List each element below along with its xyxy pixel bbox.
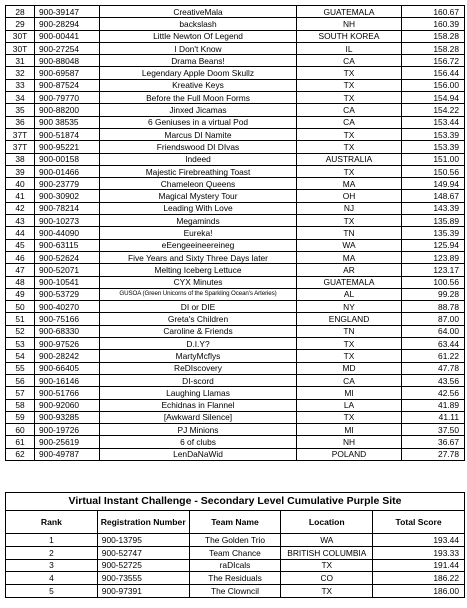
location-cell: POLAND <box>297 448 402 460</box>
score-cell: 64.00 <box>402 325 465 337</box>
registration-number-cell: 900-63115 <box>35 239 100 251</box>
table-row <box>6 374 465 386</box>
team-name-cell: Indeed <box>100 153 297 165</box>
rank-cell: 37T <box>6 141 35 153</box>
table-row <box>6 6 465 18</box>
score-cell: 156.00 <box>402 79 465 91</box>
table-row <box>6 104 465 116</box>
score-cell: 135.89 <box>402 215 465 227</box>
registration-number-cell: 900-95221 <box>35 141 100 153</box>
score-cell: 43.56 <box>402 374 465 386</box>
location-cell: TX <box>297 350 402 362</box>
registration-number-cell: 900-44090 <box>35 227 100 239</box>
location-cell: SOUTH KOREA <box>297 30 402 42</box>
location-cell: TX <box>297 215 402 227</box>
score-cell: 123.17 <box>402 264 465 276</box>
header-total-score: Total Score <box>373 511 465 534</box>
table-row <box>6 67 465 79</box>
registration-number-cell: 900 38535 <box>35 116 100 128</box>
rank-cell: 42 <box>6 202 35 214</box>
team-name-cell: Five Years and Sixty Three Days later <box>100 251 297 263</box>
registration-number-cell: 900-66405 <box>35 362 100 374</box>
table-row <box>6 128 465 140</box>
registration-number-cell: 900-27254 <box>35 42 100 54</box>
team-name-cell: LenDaNaWid <box>100 448 297 460</box>
score-cell: 125.94 <box>402 239 465 251</box>
rank-cell: 40 <box>6 178 35 190</box>
registration-number-cell: 900-00441 <box>35 30 100 42</box>
rank-cell: 45 <box>6 239 35 251</box>
header-registration-number: Registration Number <box>97 511 189 534</box>
table-row <box>6 559 465 572</box>
location-cell: GUATEMALA <box>297 276 402 288</box>
location-cell: IL <box>297 42 402 54</box>
score-cell: 123.89 <box>402 251 465 263</box>
table-header-row <box>6 511 465 534</box>
registration-number-cell: 900-49787 <box>35 448 100 460</box>
location-cell: MD <box>297 362 402 374</box>
score-cell: 186.00 <box>373 585 465 598</box>
team-name-cell: Laughing Llamas <box>100 387 297 399</box>
header-location: Location <box>281 511 373 534</box>
rank-cell: 49 <box>6 288 35 300</box>
table-row <box>6 411 465 423</box>
rank-cell: 5 <box>6 585 98 598</box>
team-name-cell: Kreative Keys <box>100 79 297 91</box>
purple-site-table-body <box>6 534 465 598</box>
rank-cell: 28 <box>6 6 35 18</box>
table-title: Virtual Instant Challenge - Secondary Level Cumulative Purple Site <box>6 493 465 511</box>
team-name-cell: Legendary Apple Doom Skullz <box>100 67 297 79</box>
registration-number-cell: 900-73555 <box>97 572 189 585</box>
score-cell: 36.67 <box>402 436 465 448</box>
header-rank: Rank <box>6 511 98 534</box>
table-row <box>6 227 465 239</box>
rank-cell: 52 <box>6 325 35 337</box>
rank-cell: 2 <box>6 546 98 559</box>
location-cell: TX <box>297 92 402 104</box>
location-cell: CA <box>297 55 402 67</box>
rank-cell: 46 <box>6 251 35 263</box>
team-name-cell: I Don't Know <box>100 42 297 54</box>
table-row <box>6 42 465 54</box>
registration-number-cell: 900-00158 <box>35 153 100 165</box>
location-cell: NH <box>297 436 402 448</box>
score-cell: 37.50 <box>402 424 465 436</box>
location-cell: ENGLAND <box>297 313 402 325</box>
location-cell: CA <box>297 116 402 128</box>
table-row <box>6 202 465 214</box>
team-name-cell: CreativeMala <box>100 6 297 18</box>
registration-number-cell: 900-01466 <box>35 165 100 177</box>
location-cell: TN <box>297 325 402 337</box>
team-name-cell: Greta's Children <box>100 313 297 325</box>
location-cell: CA <box>297 104 402 116</box>
table-row <box>6 190 465 202</box>
team-name-cell: ReDIscovery <box>100 362 297 374</box>
location-cell: NH <box>297 18 402 30</box>
rank-cell: 34 <box>6 92 35 104</box>
table-row <box>6 276 465 288</box>
rank-cell: 35 <box>6 104 35 116</box>
location-cell: WA <box>297 239 402 251</box>
score-cell: 151.00 <box>402 153 465 165</box>
location-cell: NY <box>297 301 402 313</box>
table-row <box>6 55 465 67</box>
team-name-cell: MartyMcflys <box>100 350 297 362</box>
rank-cell: 56 <box>6 374 35 386</box>
location-cell: MA <box>297 178 402 190</box>
table-row <box>6 301 465 313</box>
registration-number-cell: 900-53729 <box>35 288 100 300</box>
team-name-cell: Friendswood DI DIvas <box>100 141 297 153</box>
table-row <box>6 546 465 559</box>
score-cell: 41.89 <box>402 399 465 411</box>
team-name-cell: D.I.Y? <box>100 338 297 350</box>
location-cell: LA <box>297 399 402 411</box>
table-row <box>6 362 465 374</box>
team-name-cell: Little Newton Of Legend <box>100 30 297 42</box>
team-name-cell: 6 of clubs <box>100 436 297 448</box>
registration-number-cell: 900-93285 <box>35 411 100 423</box>
registration-number-cell: 900-52071 <box>35 264 100 276</box>
team-name-cell: eEengeeineereineg <box>100 239 297 251</box>
results-table-continued <box>5 5 465 461</box>
table-row <box>6 79 465 91</box>
table-row <box>6 313 465 325</box>
table-row <box>6 585 465 598</box>
rank-cell: 53 <box>6 338 35 350</box>
team-name-cell: Jinxed Jicamas <box>100 104 297 116</box>
score-cell: 154.22 <box>402 104 465 116</box>
team-name-cell: CYX Minutes <box>100 276 297 288</box>
team-name-cell: GUSOA (Green Unicorns of the Sparkling Ocean's Arteries) <box>100 288 297 300</box>
team-name-cell: Magical Mystery Tour <box>100 190 297 202</box>
registration-number-cell: 900-23779 <box>35 178 100 190</box>
score-cell: 154.94 <box>402 92 465 104</box>
rank-cell: 54 <box>6 350 35 362</box>
score-cell: 160.39 <box>402 18 465 30</box>
table-row <box>6 239 465 251</box>
registration-number-cell: 900-25619 <box>35 436 100 448</box>
score-cell: 193.44 <box>373 534 465 547</box>
location-cell: BRITISH COLUMBIA <box>281 546 373 559</box>
rank-cell: 58 <box>6 399 35 411</box>
rank-cell: 39 <box>6 165 35 177</box>
table-row <box>6 399 465 411</box>
rank-cell: 36 <box>6 116 35 128</box>
rank-cell: 55 <box>6 362 35 374</box>
team-name-cell: [Awkward Silence] <box>100 411 297 423</box>
location-cell: TX <box>297 338 402 350</box>
score-cell: 63.44 <box>402 338 465 350</box>
registration-number-cell: 900-88048 <box>35 55 100 67</box>
score-cell: 150.56 <box>402 165 465 177</box>
rank-cell: 48 <box>6 276 35 288</box>
score-cell: 149.94 <box>402 178 465 190</box>
score-cell: 186.22 <box>373 572 465 585</box>
rank-cell: 1 <box>6 534 98 547</box>
rank-cell: 3 <box>6 559 98 572</box>
table-title-row <box>6 493 465 511</box>
registration-number-cell: 900-51874 <box>35 128 100 140</box>
table-row <box>6 448 465 460</box>
location-cell: TX <box>297 79 402 91</box>
rank-cell: 4 <box>6 572 98 585</box>
team-name-cell: PJ Minions <box>100 424 297 436</box>
location-cell: MA <box>297 251 402 263</box>
score-cell: 153.39 <box>402 141 465 153</box>
registration-number-cell: 900-13795 <box>97 534 189 547</box>
rank-cell: 30T <box>6 30 35 42</box>
team-name-cell: backslash <box>100 18 297 30</box>
rank-cell: 60 <box>6 424 35 436</box>
registration-number-cell: 900-79770 <box>35 92 100 104</box>
registration-number-cell: 900-75166 <box>35 313 100 325</box>
team-name-cell: The Golden Trio <box>189 534 281 547</box>
score-cell: 148.67 <box>402 190 465 202</box>
registration-number-cell: 900-28294 <box>35 18 100 30</box>
table-row <box>6 30 465 42</box>
team-name-cell: Megaminds <box>100 215 297 227</box>
score-cell: 88.78 <box>402 301 465 313</box>
location-cell: TX <box>297 141 402 153</box>
location-cell: TX <box>297 67 402 79</box>
table-row <box>6 572 465 585</box>
team-name-cell: Caroline & Friends <box>100 325 297 337</box>
rank-cell: 61 <box>6 436 35 448</box>
team-name-cell: Echidnas in Flannel <box>100 399 297 411</box>
team-name-cell: Leading With Love <box>100 202 297 214</box>
score-cell: 99.28 <box>402 288 465 300</box>
score-cell: 47.78 <box>402 362 465 374</box>
registration-number-cell: 900-97526 <box>35 338 100 350</box>
location-cell: MI <box>297 387 402 399</box>
rank-cell: 37T <box>6 128 35 140</box>
table-row <box>6 165 465 177</box>
registration-number-cell: 900-30902 <box>35 190 100 202</box>
score-cell: 156.72 <box>402 55 465 67</box>
score-cell: 160.67 <box>402 6 465 18</box>
score-cell: 153.44 <box>402 116 465 128</box>
rank-cell: 47 <box>6 264 35 276</box>
team-name-cell: Eureka! <box>100 227 297 239</box>
registration-number-cell: 900-97391 <box>97 585 189 598</box>
table-row <box>6 178 465 190</box>
score-cell: 156.44 <box>402 67 465 79</box>
team-name-cell: Drama Beans! <box>100 55 297 67</box>
location-cell: TX <box>281 559 373 572</box>
team-name-cell: Before the Full Moon Forms <box>100 92 297 104</box>
registration-number-cell: 900-52624 <box>35 251 100 263</box>
location-cell: OH <box>297 190 402 202</box>
registration-number-cell: 900-78214 <box>35 202 100 214</box>
team-name-cell: DI or DIE <box>100 301 297 313</box>
rank-cell: 51 <box>6 313 35 325</box>
score-cell: 143.39 <box>402 202 465 214</box>
table-row <box>6 534 465 547</box>
rank-cell: 57 <box>6 387 35 399</box>
location-cell: CA <box>297 374 402 386</box>
team-name-cell: Chameleon Queens <box>100 178 297 190</box>
registration-number-cell: 900-88200 <box>35 104 100 116</box>
location-cell: TX <box>281 585 373 598</box>
score-cell: 153.39 <box>402 128 465 140</box>
registration-number-cell: 900-52747 <box>97 546 189 559</box>
score-cell: 100.56 <box>402 276 465 288</box>
table-row <box>6 116 465 128</box>
registration-number-cell: 900-69587 <box>35 67 100 79</box>
score-cell: 191.44 <box>373 559 465 572</box>
registration-number-cell: 900-52725 <box>97 559 189 572</box>
score-cell: 27.78 <box>402 448 465 460</box>
table-row <box>6 264 465 276</box>
registration-number-cell: 900-28242 <box>35 350 100 362</box>
registration-number-cell: 900-87524 <box>35 79 100 91</box>
score-cell: 87.00 <box>402 313 465 325</box>
location-cell: NJ <box>297 202 402 214</box>
team-name-cell: Majestic Firebreathing Toast <box>100 165 297 177</box>
score-cell: 135.39 <box>402 227 465 239</box>
team-name-cell: Team Chance <box>189 546 281 559</box>
registration-number-cell: 900-39147 <box>35 6 100 18</box>
team-name-cell: 6 Geniuses in a virtual Pod <box>100 116 297 128</box>
table-row <box>6 387 465 399</box>
purple-site-results-table <box>5 492 465 598</box>
table-row <box>6 18 465 30</box>
score-cell: 61.22 <box>402 350 465 362</box>
table-row <box>6 424 465 436</box>
table-row <box>6 288 465 300</box>
location-cell: AR <box>297 264 402 276</box>
rank-cell: 29 <box>6 18 35 30</box>
location-cell: TX <box>297 128 402 140</box>
table-row <box>6 215 465 227</box>
rank-cell: 59 <box>6 411 35 423</box>
table-row <box>6 436 465 448</box>
table-row <box>6 153 465 165</box>
team-name-cell: DI-scord <box>100 374 297 386</box>
team-name-cell: raDIcals <box>189 559 281 572</box>
score-cell: 158.28 <box>402 42 465 54</box>
location-cell: GUATEMALA <box>297 6 402 18</box>
score-cell: 41.11 <box>402 411 465 423</box>
rank-cell: 30T <box>6 42 35 54</box>
registration-number-cell: 900-40270 <box>35 301 100 313</box>
location-cell: AUSTRALIA <box>297 153 402 165</box>
score-cell: 42.56 <box>402 387 465 399</box>
registration-number-cell: 900-10541 <box>35 276 100 288</box>
location-cell: TX <box>297 411 402 423</box>
table-row <box>6 338 465 350</box>
location-cell: WA <box>281 534 373 547</box>
rank-cell: 44 <box>6 227 35 239</box>
results-table-body <box>6 6 465 461</box>
score-cell: 193.33 <box>373 546 465 559</box>
location-cell: CO <box>281 572 373 585</box>
team-name-cell: The Clowncil <box>189 585 281 598</box>
registration-number-cell: 900-10273 <box>35 215 100 227</box>
rank-cell: 38 <box>6 153 35 165</box>
team-name-cell: Melting Iceberg Lettuce <box>100 264 297 276</box>
rank-cell: 33 <box>6 79 35 91</box>
rank-cell: 50 <box>6 301 35 313</box>
header-team-name: Team Name <box>189 511 281 534</box>
team-name-cell: The Residuals <box>189 572 281 585</box>
registration-number-cell: 900-19726 <box>35 424 100 436</box>
score-cell: 158.28 <box>402 30 465 42</box>
location-cell: AL <box>297 288 402 300</box>
rank-cell: 32 <box>6 67 35 79</box>
rank-cell: 41 <box>6 190 35 202</box>
table-row <box>6 350 465 362</box>
location-cell: TX <box>297 165 402 177</box>
rank-cell: 31 <box>6 55 35 67</box>
rank-cell: 43 <box>6 215 35 227</box>
table-row <box>6 325 465 337</box>
table-row <box>6 141 465 153</box>
table-row <box>6 92 465 104</box>
registration-number-cell: 900-68330 <box>35 325 100 337</box>
team-name-cell: Marcus DI Namite <box>100 128 297 140</box>
table-row <box>6 251 465 263</box>
location-cell: MI <box>297 424 402 436</box>
rank-cell: 62 <box>6 448 35 460</box>
registration-number-cell: 900-16146 <box>35 374 100 386</box>
registration-number-cell: 900-92060 <box>35 399 100 411</box>
location-cell: TN <box>297 227 402 239</box>
registration-number-cell: 900-51766 <box>35 387 100 399</box>
